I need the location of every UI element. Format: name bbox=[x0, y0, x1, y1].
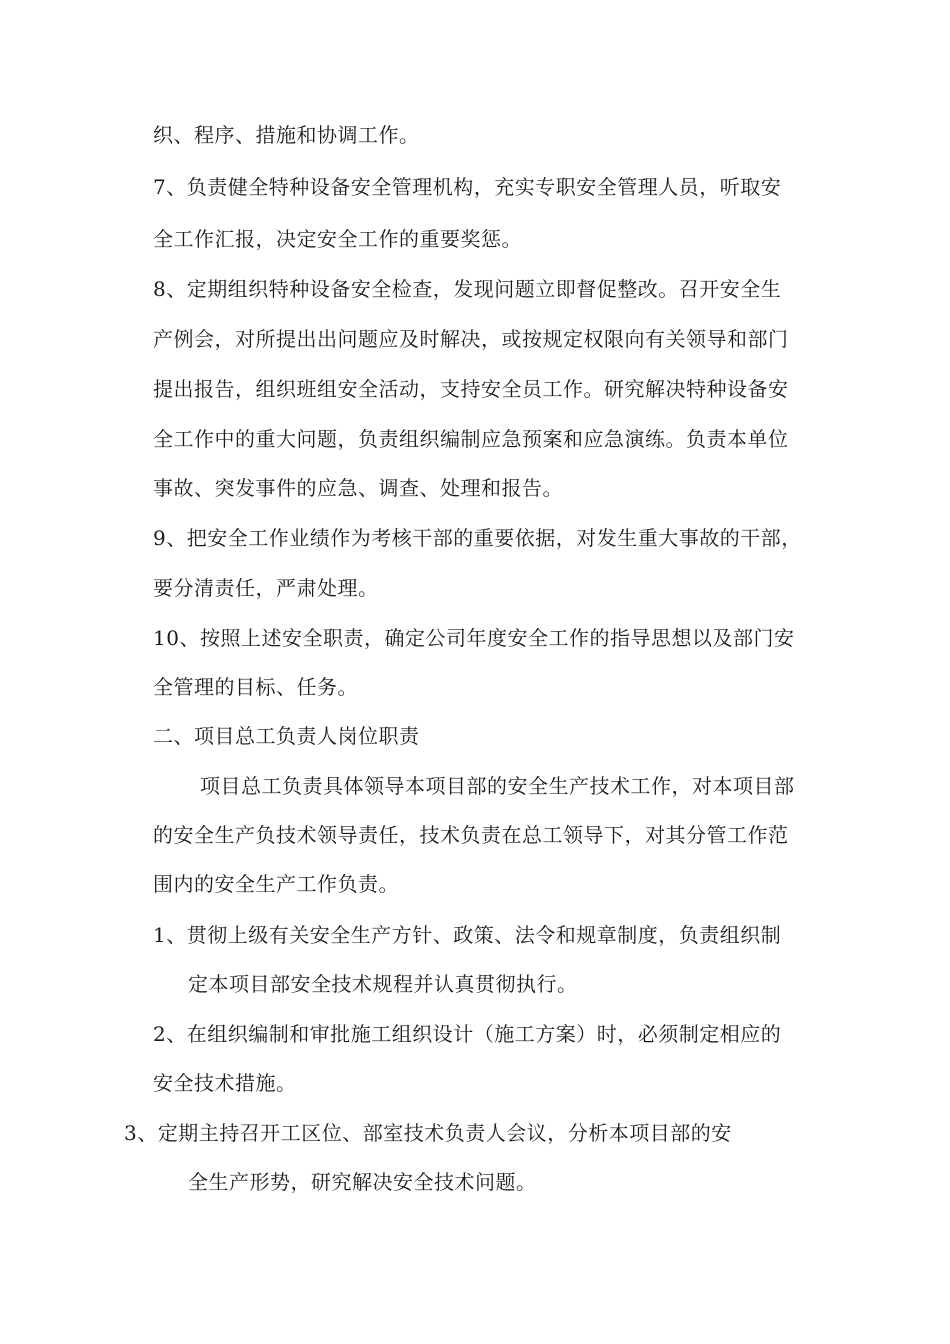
text-line-1: 织、程序、措施和协调工作。 bbox=[153, 123, 420, 147]
text-line-21: 3、定期主持召开工区位、部室技术负责人会议，分析本项目部的安 bbox=[124, 1121, 732, 1145]
section-heading: 二、项目总工负责人岗位职责 bbox=[153, 724, 420, 748]
text-line-8: 事故、突发事件的应急、调查、处理和报告。 bbox=[153, 476, 563, 500]
text-line-11: 10、按照上述安全职责，确定公司年度安全工作的指导思想以及部门安 bbox=[153, 626, 795, 650]
text-line-19: 2、在组织编制和审批施工组织设计（施工方案）时，必须制定相应的 bbox=[153, 1022, 782, 1046]
text-line-18: 定本项目部安全技术规程并认真贯彻执行。 bbox=[188, 972, 578, 996]
text-line-22: 全生产形势，研究解决安全技术问题。 bbox=[188, 1170, 537, 1194]
text-line-12: 全管理的目标、任务。 bbox=[153, 675, 358, 699]
text-line-5: 产例会，对所提出出问题应及时解决，或按规定权限向有关领导和部门 bbox=[153, 327, 789, 351]
text-line-6: 提出报告，组织班组安全活动，支持安全员工作。研究解决特种设备安 bbox=[153, 377, 789, 401]
text-line-7: 全工作中的重大问题，负责组织编制应急预案和应急演练。负责本单位 bbox=[153, 427, 789, 451]
text-line-2: 7、负责健全特种设备安全管理机构，充实专职安全管理人员，听取安 bbox=[153, 175, 782, 199]
text-line-20: 安全技术措施。 bbox=[153, 1071, 297, 1095]
text-line-10: 要分清责任，严肃处理。 bbox=[153, 576, 379, 600]
text-line-14: 项目总工负责具体领导本项目部的安全生产技术工作，对本项目部 bbox=[200, 774, 795, 798]
text-line-9: 9、把安全工作业绩作为考核干部的重要依据，对发生重大事故的干部， bbox=[153, 526, 802, 550]
text-line-17: 1、贯彻上级有关安全生产方针、政策、法令和规章制度，负责组织制 bbox=[153, 923, 782, 947]
text-line-15: 的安全生产负技术领导责任，技术负责在总工领导下，对其分管工作范 bbox=[153, 823, 789, 847]
text-line-3: 全工作汇报，决定安全工作的重要奖惩。 bbox=[153, 227, 522, 251]
text-line-16: 围内的安全生产工作负责。 bbox=[153, 872, 399, 896]
text-line-4: 8、定期组织特种设备安全检查，发现问题立即督促整改。召开安全生 bbox=[153, 277, 782, 301]
